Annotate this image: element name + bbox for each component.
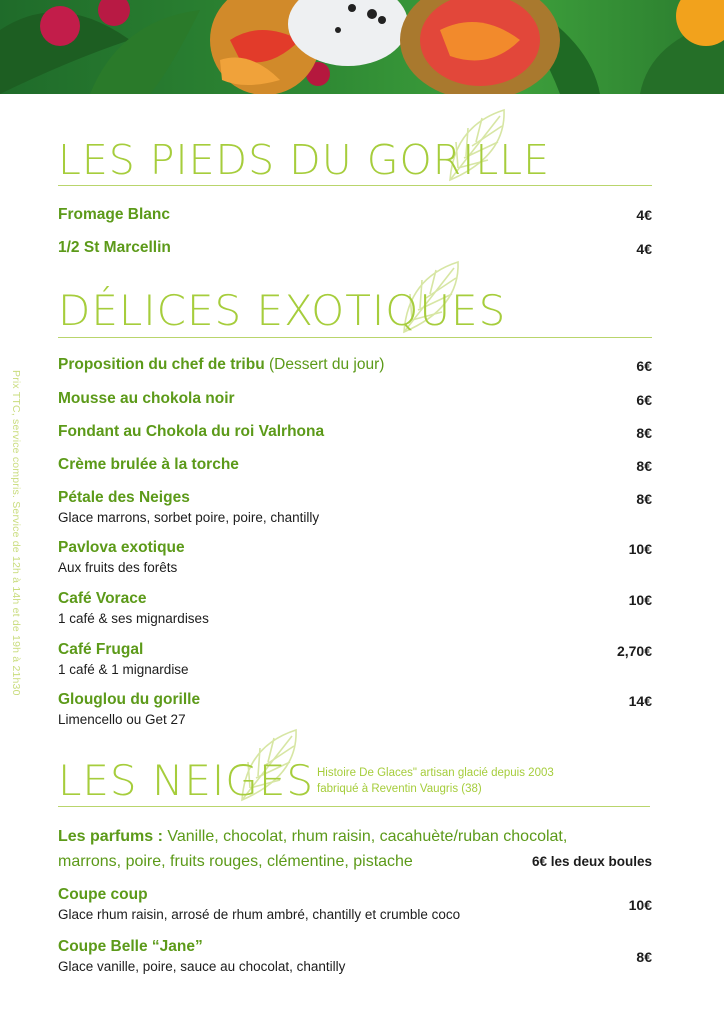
item-name: Coupe Belle “Jane”	[58, 938, 203, 955]
item-description: Aux fruits des forêts	[58, 560, 178, 575]
item-price: 8€	[636, 491, 652, 507]
item-price: 10€	[628, 592, 652, 608]
supplier-note	[317, 765, 554, 797]
section-divider	[58, 806, 650, 807]
item-name-row	[58, 356, 652, 374]
flavours-line	[58, 824, 658, 849]
item-description: Glace vanille, poire, sauce au chocolat, chantilly	[58, 959, 346, 974]
item-name: 1/2 St Marcellin	[58, 239, 171, 256]
section-title-pieds: LES PIEDS DU GORILLE	[58, 136, 550, 184]
item-name: Mousse au chokola noir	[58, 390, 235, 407]
flavours-price: 6€ les deux boules	[531, 854, 652, 869]
menu-item	[58, 356, 652, 374]
item-name: Café Frugal	[58, 641, 144, 658]
menu-item	[58, 938, 652, 974]
item-price: 8€	[636, 949, 652, 965]
item-price: 14€	[628, 693, 652, 709]
menu-item	[58, 641, 652, 677]
item-name: Coupe coup	[58, 886, 148, 903]
item-description: Glace rhum raisin, arrosé de rhum ambré, chantilly et crumble coco	[58, 907, 461, 922]
menu-item	[58, 390, 652, 408]
item-price: 2,70€	[616, 643, 652, 659]
menu-item	[58, 489, 652, 525]
section-title-neiges: LES NEIGES	[58, 756, 315, 805]
item-name: Glouglou du gorille	[58, 691, 201, 708]
item-name: Fromage Blanc	[58, 206, 170, 223]
item-note: (Dessert du jour)	[268, 356, 385, 373]
item-price: 10€	[628, 541, 652, 557]
item-price: 8€	[636, 425, 652, 441]
supplier-line: Histoire De Glaces" artisan glacié depuis 2003	[317, 767, 554, 779]
menu-item	[58, 691, 652, 727]
menu-item	[58, 456, 652, 474]
item-name: Pétale des Neiges	[58, 489, 190, 506]
menu-item	[58, 539, 652, 575]
item-price: 10€	[628, 897, 652, 913]
item-price: 6€	[636, 358, 652, 374]
menu-item	[58, 590, 652, 626]
flavours-label: Les parfums :	[58, 828, 163, 845]
menu-item	[58, 239, 652, 257]
service-note	[10, 370, 24, 730]
flavours-list: Vanille, chocolat, rhum raisin, cacahuète/ruban chocolat,	[167, 828, 568, 845]
item-description: 1 café & 1 mignardise	[58, 662, 189, 677]
supplier-line: fabriqué à Reventin Vaugris (38)	[317, 783, 482, 795]
item-price: 6€	[636, 392, 652, 408]
item-price: 8€	[636, 458, 652, 474]
item-name: Pavlova exotique	[58, 539, 185, 556]
section-divider	[58, 337, 652, 338]
flavours-list: marrons, poire, fruits rouges, clémentine, pistache	[58, 853, 413, 870]
item-description: 1 café & ses mignardises	[58, 611, 209, 626]
menu-item	[58, 206, 652, 224]
hero-photo	[0, 0, 724, 94]
item-description: Limencello ou Get 27	[58, 712, 186, 727]
item-name: Café Vorace	[58, 590, 147, 607]
section-divider	[58, 185, 652, 186]
item-description: Glace marrons, sorbet poire, poire, chantilly	[58, 510, 320, 525]
item-price: 4€	[636, 207, 652, 223]
service-note-text: Prix TTC, service compris. Service de 12h à 14h et de 19h à 21h30	[10, 370, 22, 696]
item-name: Crème brulée à la torche	[58, 456, 239, 473]
item-name: Proposition du chef de tribu	[58, 356, 265, 373]
tropical-dessert-photo-icon	[0, 0, 724, 94]
section-title-delices: DÉLICES EXOTIQUES	[58, 286, 507, 335]
item-name: Fondant au Chokola du roi Valrhona	[58, 423, 325, 440]
item-price: 4€	[636, 241, 652, 257]
menu-item	[58, 423, 652, 441]
menu-item	[58, 886, 652, 922]
